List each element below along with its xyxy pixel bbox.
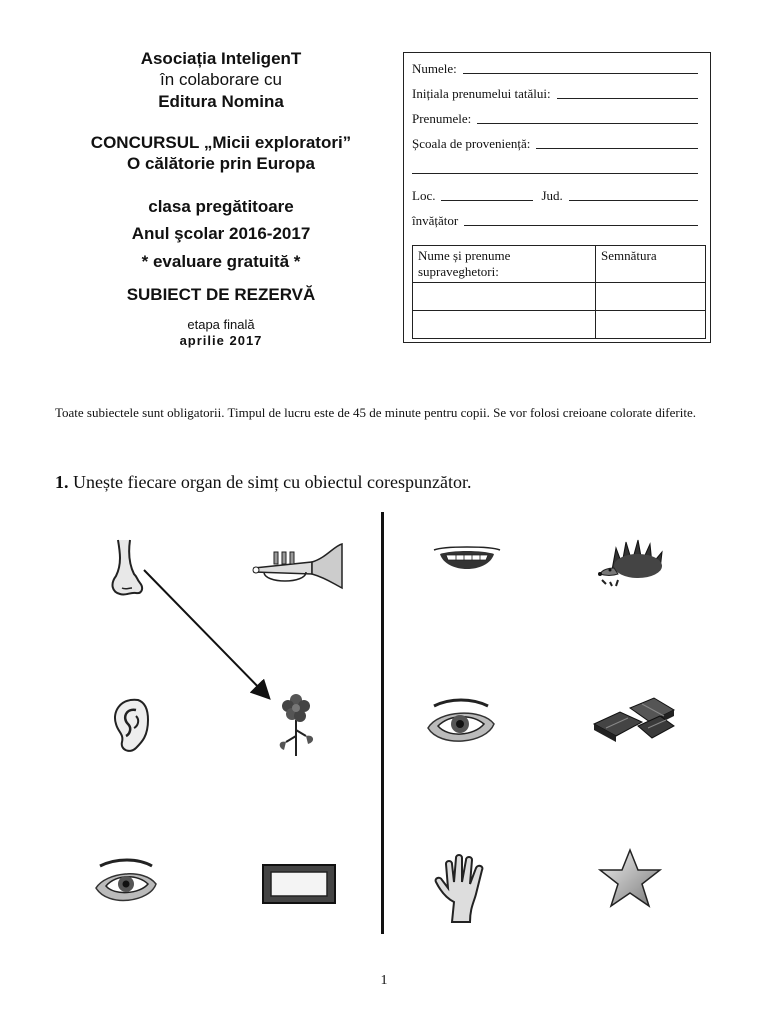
hand-icon[interactable] xyxy=(434,852,492,924)
supervisor-name-header: Nume și prenume supraveghetori: xyxy=(413,246,596,283)
contest-name: CONCURSUL „Micii exploratori” xyxy=(90,133,352,152)
first-name-label: Prenumele: xyxy=(412,111,472,126)
name-field[interactable] xyxy=(412,59,698,77)
contest-theme: O călătorie prin Europa xyxy=(127,154,315,174)
subject-title: SUBIECT DE REZERVĂ xyxy=(126,285,316,304)
name-label: Numele: xyxy=(412,61,457,76)
father-initial-field[interactable] xyxy=(412,84,698,102)
first-name-field[interactable] xyxy=(412,109,698,127)
locality-label: Loc. xyxy=(412,188,436,203)
question-number: 1. xyxy=(55,472,69,492)
school-field-extra-line[interactable] xyxy=(412,159,698,177)
instructions-text: Toate subiectele sunt obligatorii. Timpul de lucru este de 45 de minute pentru copii. Se vor folosi creioane colorate diferite. xyxy=(55,405,696,420)
school-field[interactable] xyxy=(412,134,698,152)
chocolate-icon[interactable] xyxy=(590,696,676,742)
school-label: Școala de proveniență: xyxy=(412,136,531,151)
signature-header: Semnătura xyxy=(596,246,706,283)
organizer-block xyxy=(60,48,382,112)
stage-date: aprilie 2017 xyxy=(179,333,263,349)
student-info-box xyxy=(403,52,711,343)
page-number: 1 xyxy=(380,973,388,988)
county-label: Jud. xyxy=(541,188,563,203)
flower-icon[interactable] xyxy=(272,690,322,758)
hedgehog-icon[interactable] xyxy=(596,534,672,588)
question-text: Unește fiecare organ de simț cu obiectul corespunzător. xyxy=(73,472,472,492)
signature-cell[interactable] xyxy=(596,311,706,339)
stage-label: etapa finală xyxy=(187,317,255,332)
supervisor-name-cell[interactable] xyxy=(413,311,596,339)
supervisor-table xyxy=(412,245,706,339)
class-name: clasa pregătitoare xyxy=(148,197,294,216)
eye-icon[interactable] xyxy=(426,696,496,752)
father-initial-label: Inițiala prenumelui tatălui: xyxy=(412,86,551,101)
organizer-name: Asociația InteligenT xyxy=(140,49,302,68)
nose-icon[interactable] xyxy=(104,538,154,600)
teacher-label: învățător xyxy=(412,213,459,228)
eye-icon[interactable] xyxy=(94,858,160,910)
contest-title-block xyxy=(60,132,382,175)
ear-icon[interactable] xyxy=(108,696,154,756)
evaluation-note: * evaluare gratuită * xyxy=(141,251,301,271)
mirror-icon[interactable] xyxy=(262,864,336,904)
teacher-field[interactable] xyxy=(412,211,698,229)
school-year: Anul şcolar 2016-2017 xyxy=(131,224,311,244)
column-divider xyxy=(381,512,384,934)
stage-block xyxy=(60,317,382,350)
star-icon[interactable] xyxy=(598,848,662,908)
class-block xyxy=(60,196,382,278)
collaboration-text: în colaborare cu xyxy=(160,70,282,90)
locality-county-field[interactable] xyxy=(412,186,698,204)
trumpet-icon[interactable] xyxy=(250,542,346,592)
mouth-icon[interactable] xyxy=(432,542,502,582)
publisher-name: Editura Nomina xyxy=(158,91,284,111)
supervisor-name-cell[interactable] xyxy=(413,283,596,311)
signature-cell[interactable] xyxy=(596,283,706,311)
question-1 xyxy=(55,472,472,493)
